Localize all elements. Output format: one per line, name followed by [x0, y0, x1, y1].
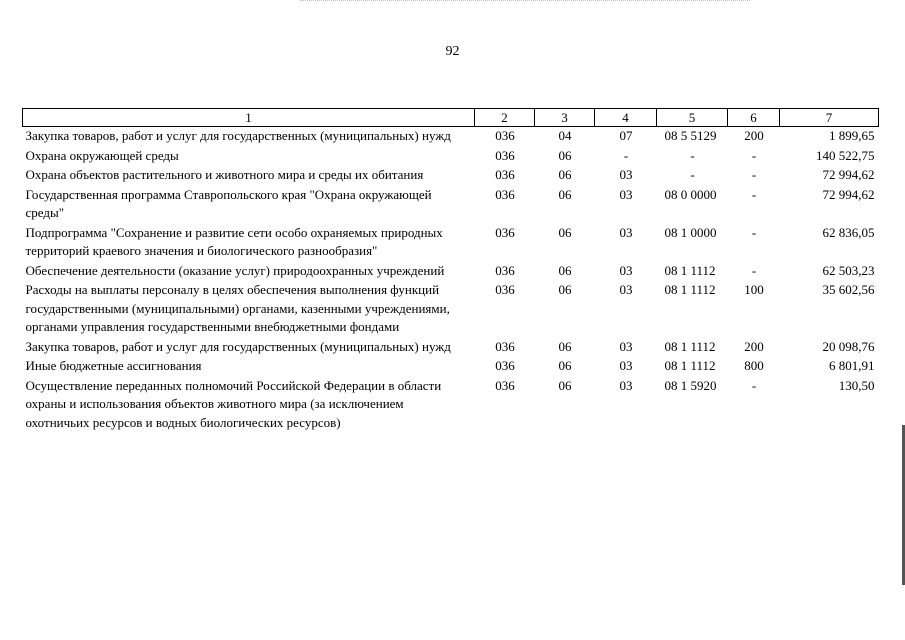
row-amount: 1 899,65	[829, 128, 875, 143]
row-ministry-code: 036	[495, 224, 515, 240]
row-name: Охрана объектов растительного и животного мира и среды их обитания	[25, 167, 424, 182]
row-subsection-code: 03	[619, 262, 633, 278]
row-section-code: 06	[558, 262, 572, 278]
row-expense-type: -	[751, 147, 757, 163]
budget-table	[22, 108, 879, 433]
row-target-code: 08 5 5129	[664, 128, 717, 143]
header-col-3: 3	[535, 109, 595, 127]
row-target-code: -	[690, 147, 695, 163]
row-ministry-code: 036	[495, 128, 515, 143]
row-amount: 72 994,62	[822, 186, 875, 202]
row-expense-type: 100	[744, 282, 764, 297]
table-row	[23, 357, 879, 377]
header-row	[23, 109, 879, 127]
row-expense-type: -	[751, 377, 757, 393]
row-subsection-code: 03	[619, 282, 633, 297]
row-section-code: 06	[558, 338, 572, 354]
row-subsection-code: 03	[619, 186, 633, 202]
row-ministry-code: 036	[495, 147, 515, 163]
header-col-2: 2	[475, 109, 535, 127]
row-expense-type: 200	[744, 128, 764, 143]
row-section-code: 06	[558, 377, 572, 393]
row-name: Охрана окружающей среды	[25, 147, 179, 163]
row-ministry-code: 036	[495, 186, 515, 202]
row-amount: 6 801,91	[829, 358, 875, 373]
row-target-code: 08 1 1112	[664, 262, 716, 278]
row-amount: 35 602,56	[822, 282, 875, 297]
header-col-6: 6	[728, 109, 780, 127]
row-target-code: 08 1 0000	[664, 224, 717, 240]
header-col-4: 4	[595, 109, 657, 127]
row-subsection-code: 03	[619, 224, 633, 240]
page-number: 92	[445, 44, 460, 59]
row-subsection-code: 03	[619, 358, 633, 373]
row-section-code: 06	[558, 147, 572, 163]
table-row	[23, 147, 879, 167]
row-target-code: 08 1 5920	[664, 377, 717, 393]
row-target-code: -	[690, 167, 695, 182]
row-name: Подпрограмма "Сохранение и развитие сети особо охраняемых природных территорий краевого значения и биологического разнообразия"	[25, 224, 443, 258]
row-section-code: 04	[558, 128, 572, 143]
table-row	[23, 224, 879, 262]
row-target-code: 08 0 0000	[664, 186, 717, 202]
row-expense-type: -	[751, 186, 757, 202]
row-amount: 72 994,62	[822, 167, 875, 182]
scan-artifact-top	[300, 0, 750, 2]
row-subsection-code: 03	[619, 338, 633, 354]
row-ministry-code: 036	[495, 338, 515, 354]
row-subsection-code: 03	[619, 377, 633, 393]
table-row	[23, 281, 879, 338]
header-col-5: 5	[657, 109, 728, 127]
row-section-code: 06	[558, 167, 572, 182]
row-expense-type: -	[751, 262, 757, 278]
row-section-code: 06	[558, 186, 572, 202]
table-header	[23, 109, 879, 127]
table-body	[23, 127, 879, 434]
row-expense-type: 200	[744, 338, 764, 354]
row-ministry-code: 036	[495, 262, 515, 278]
row-subsection-code: 07	[619, 128, 633, 143]
header-col-1: 1	[23, 109, 475, 127]
table-row	[23, 186, 879, 224]
row-target-code: 08 1 1112	[664, 338, 716, 354]
row-subsection-code: -	[623, 147, 629, 163]
row-expense-type: 800	[744, 358, 764, 373]
row-ministry-code: 036	[495, 377, 515, 393]
row-ministry-code: 036	[495, 282, 515, 297]
table-row	[23, 166, 879, 186]
table-row	[23, 338, 879, 358]
row-target-code: 08 1 1112	[664, 358, 716, 373]
row-ministry-code: 036	[495, 167, 515, 182]
row-section-code: 06	[558, 282, 572, 297]
header-col-7: 7	[780, 109, 879, 127]
row-name: Закупка товаров, работ и услуг для государственных (муниципальных) нужд	[25, 338, 451, 354]
row-name: Осуществление переданных полномочий Российской Федерации в области охраны и использования объектов животного мира (за исключением охотничьих ресурсов и водных биологических ресурсов)	[25, 377, 442, 430]
row-section-code: 06	[558, 224, 572, 240]
row-amount: 62 503,23	[822, 262, 875, 278]
row-section-code: 06	[558, 358, 572, 373]
row-ministry-code: 036	[495, 358, 515, 373]
table-row	[23, 262, 879, 282]
row-name: Иные бюджетные ассигнования	[25, 358, 202, 373]
row-name: Расходы на выплаты персоналу в целях обеспечения выполнения функций государственными (муниципальными) органами, казенными учреждениями, органами управления государственными внебюджетными фондами	[25, 282, 450, 334]
row-amount: 140 522,75	[816, 147, 875, 163]
row-expense-type: -	[751, 167, 757, 182]
row-name: Закупка товаров, работ и услуг для государственных (муниципальных) нужд	[25, 128, 451, 143]
row-name: Обеспечение деятельности (оказание услуг) природоохранных учреждений	[25, 262, 445, 278]
row-subsection-code: 03	[619, 167, 633, 182]
row-target-code: 08 1 1112	[664, 282, 716, 297]
table-row	[23, 127, 879, 147]
row-amount: 62 836,05	[822, 224, 875, 240]
table-row	[23, 377, 879, 434]
row-amount: 20 098,76	[822, 338, 875, 354]
row-expense-type: -	[751, 224, 757, 240]
row-amount: 130,50	[838, 377, 875, 393]
row-name: Государственная программа Ставропольского края "Охрана окружающей среды"	[25, 186, 432, 220]
